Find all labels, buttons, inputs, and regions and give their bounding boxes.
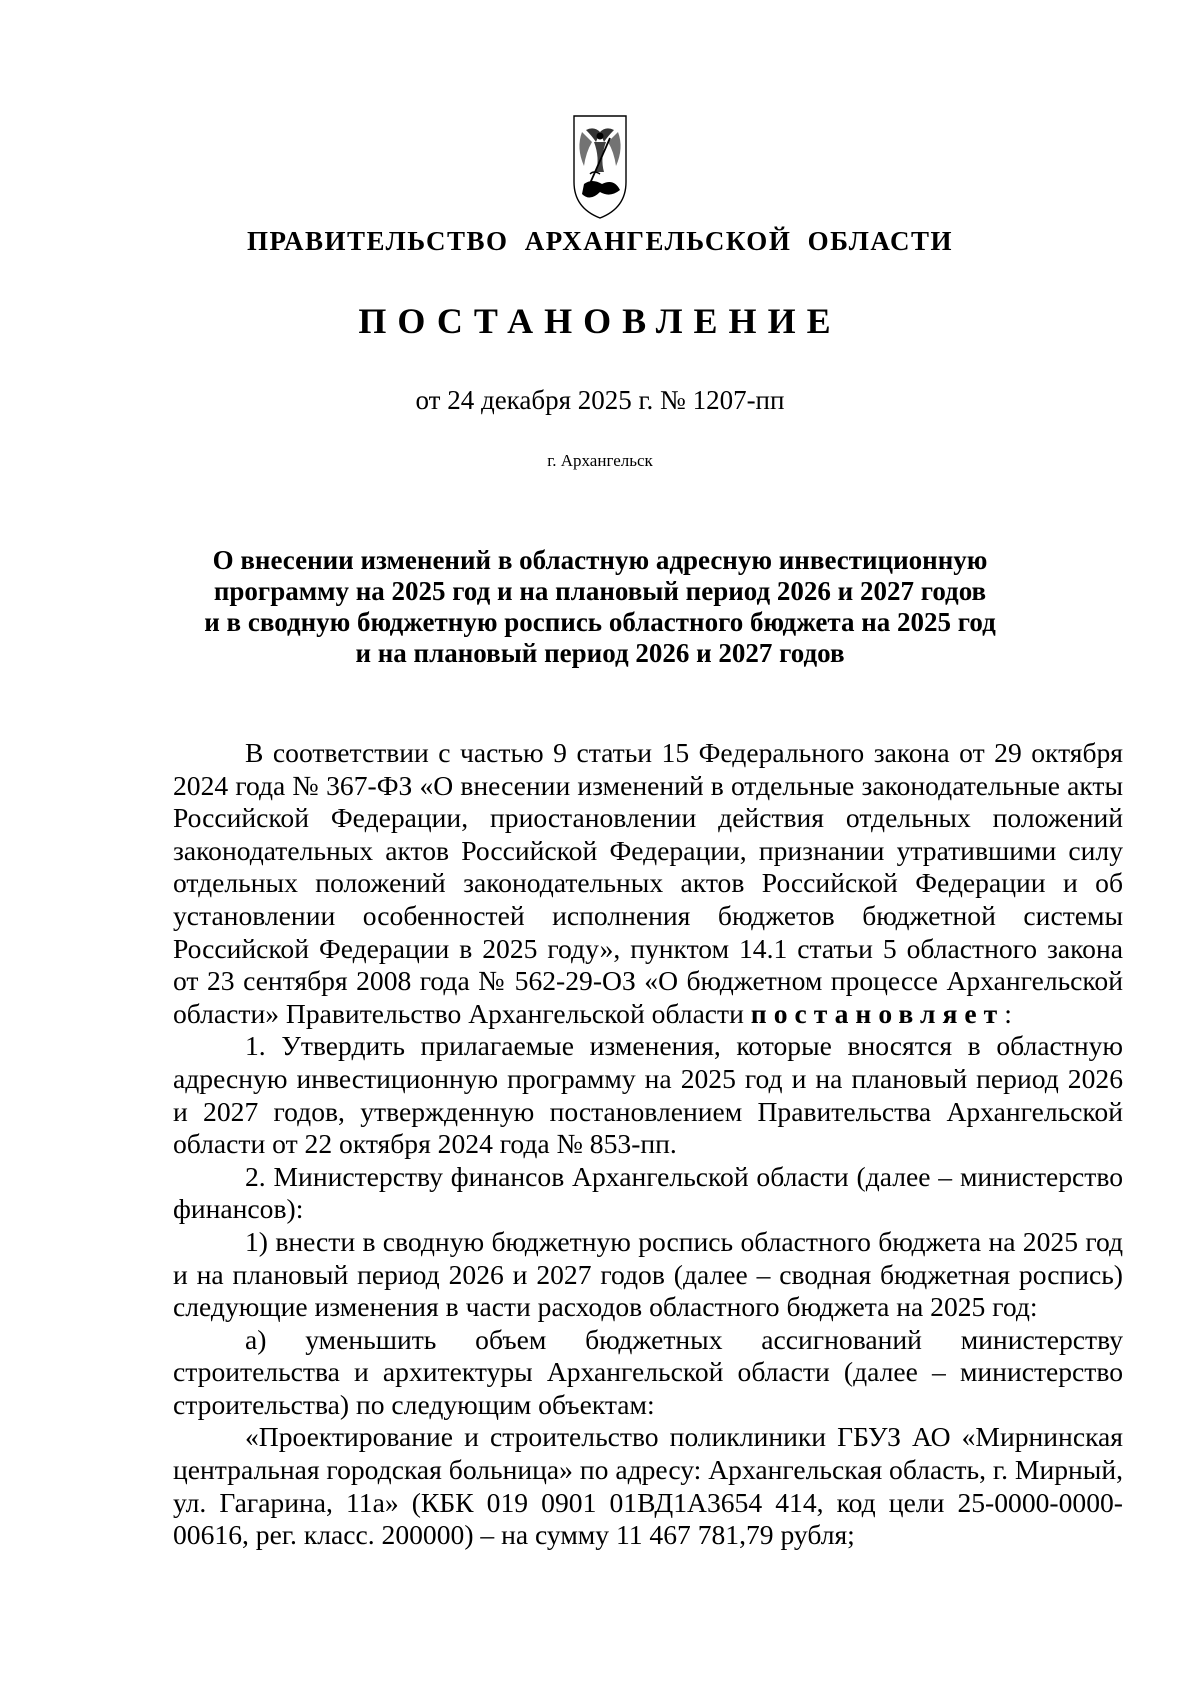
resolves-colon: :: [1004, 997, 1012, 1029]
resolves-word: постановляет: [750, 997, 1005, 1029]
title-line: программу на 2025 год и на плановый период 2026 и 2027 годов: [213, 576, 987, 606]
date-and-number: от 24 декабря 2025 г. № 1207-пп: [415, 385, 785, 415]
title-line: и на плановый период 2026 и 2027 годов: [355, 638, 845, 668]
document-body: [173, 737, 1123, 1552]
organization-name: ПРАВИТЕЛЬСТВО АРХАНГЕЛЬСКОЙ ОБЛАСТИ: [246, 226, 954, 256]
object-paragraph: «Проектирование и строительство поликлиники ГБУЗ АО «Мирнинская центральная городская больница» по адресу: Архангельская область, г. Мирный, ул. Гагарина, 11а» (КБК 019 0901 01ВД1А3654 414, код цели 25-0000-0000-00616, рег. класс. 200000) – на сумму 11 467 781,79 рубля;: [173, 1421, 1123, 1551]
item-paragraph-2: 2. Министерству финансов Архангельской области (далее – министерство финансов):: [173, 1160, 1123, 1225]
item-paragraph-1: 1. Утвердить прилагаемые изменения, которые вносятся в областную адресную инвестиционную программу на 2025 год и на плановый период 2026 и 2027 годов, утвержденную постановлением Правительства Архангельской области от 22 октября 2024 года № 853-пп.: [173, 1030, 1123, 1160]
preamble-paragraph: [173, 737, 1123, 1030]
document-title: [150, 545, 1050, 669]
preamble-text: В соответствии с частью 9 статьи 15 Федерального закона от 29 октября 2024 года № 367-ФЗ «О внесении изменений в отдельные законодательные акты Российской Федерации, приостановлении действия отдельных положений законодательных актов Российской Федерации, признании утратившими силу отдельных положений законодательных актов Российской Федерации и об установлении особенностей исполнения бюджетов бюджетной системы Российской Федерации в 2025 году», пунктом 14.1 статьи 5 областного закона от 23 сентября 2008 года № 562-29-ОЗ «О бюджетном процессе Архангельской области» Правительство Архангельской области: [173, 737, 1123, 1029]
item-paragraph-2-1-a: а) уменьшить объем бюджетных ассигнований министерству строительства и архитектуры Архангельской области (далее – министерство строительства) по следующим объектам:: [173, 1323, 1123, 1420]
arkhangelsk-coat-of-arms-icon: [570, 112, 630, 222]
title-line: О внесении изменений в областную адресную инвестиционную: [212, 545, 988, 575]
document-type: ПОСТАНОВЛЕНИЕ: [358, 301, 842, 341]
title-line: и в сводную бюджетную роспись областного бюджета на 2025 год: [204, 607, 996, 637]
item-paragraph-2-1: 1) внести в сводную бюджетную роспись областного бюджета на 2025 год и на плановый период 2026 и 2027 годов (далее – сводная бюджетная роспись) следующие изменения в части расходов областного бюджета на 2025 год:: [173, 1225, 1123, 1323]
city: г. Архангельск: [547, 451, 653, 470]
